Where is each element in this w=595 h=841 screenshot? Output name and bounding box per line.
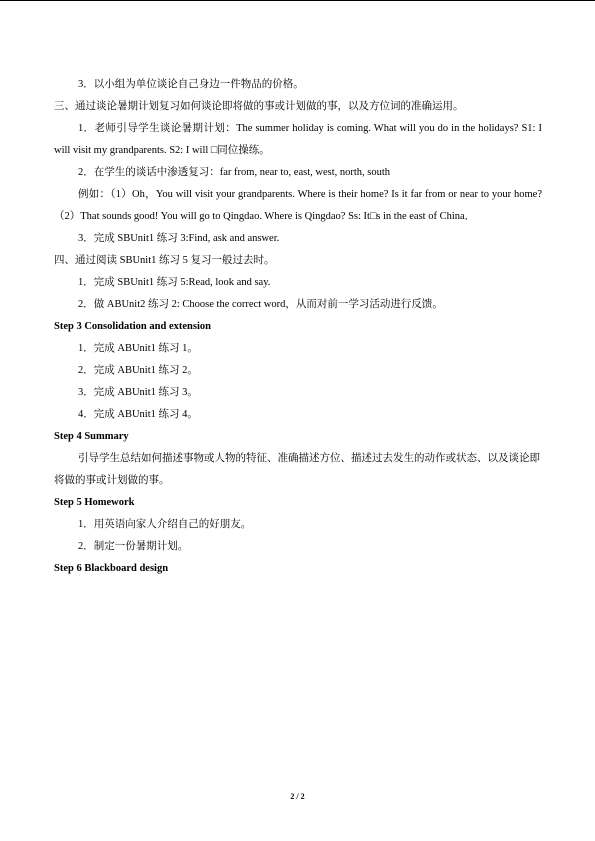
- paragraph: 1．完成 ABUnit1 练习 1。: [78, 343, 198, 354]
- paragraph: 3．以小组为单位谈论自己身边一件物品的价格。: [78, 79, 304, 90]
- paragraph: 三、通过谈论暑期计划复习如何谈论即将做的事或计划做的事，以及方位词的准确运用。: [54, 101, 464, 112]
- paragraph: 1．老师引导学生谈论暑期计划：The summer holiday is coming. What will you do in the holidays? S1: I will visit my grandparents. S2: I will □同位操练。: [54, 123, 542, 156]
- section-heading: Step 3 Consolidation and extension: [54, 321, 211, 332]
- paragraph: 四、通过阅读 SBUnit1 练习 5 复习一般过去时。: [54, 255, 275, 266]
- paragraph: 3．完成 ABUnit1 练习 3。: [78, 387, 198, 398]
- paragraph: 引导学生总结如何描述事物或人物的特征、准确描述方位、描述过去发生的动作或状态、以及谈论即将做的事或计划做的事。: [54, 453, 540, 486]
- top-rule: [0, 0, 595, 1]
- paragraph: 2．做 ABUnit2 练习 2: Choose the correct word，从而对前一学习活动进行反馈。: [78, 299, 443, 310]
- page-number: 2 / 2: [290, 792, 305, 801]
- paragraph: 1．完成 SBUnit1 练习 5:Read, look and say.: [78, 277, 271, 288]
- paragraph: 3．完成 SBUnit1 练习 3:Find, ask and answer.: [78, 233, 280, 244]
- paragraph: 2．制定一份暑期计划。: [78, 541, 189, 552]
- section-heading: Step 5 Homework: [54, 497, 135, 508]
- document-body: [54, 74, 542, 580]
- section-heading: Step 6 Blackboard design: [54, 563, 169, 574]
- paragraph: 2．完成 ABUnit1 练习 2。: [78, 365, 198, 376]
- paragraph: 2．在学生的谈话中渗透复习：far from, near to, east, west, north, south: [78, 167, 391, 178]
- paragraph: 例如：（1）Oh，You will visit your grandparents. Where is their home? Is it far from or near to your home? （2）That sounds good! You will go to Qingdao. Where is Qingdao? Ss: It□s in the east of China．: [54, 189, 542, 222]
- section-heading: Step 4 Summary: [54, 431, 129, 442]
- paragraph: 1．用英语向家人介绍自己的好朋友。: [78, 519, 252, 530]
- paragraph: 4．完成 ABUnit1 练习 4。: [78, 409, 198, 420]
